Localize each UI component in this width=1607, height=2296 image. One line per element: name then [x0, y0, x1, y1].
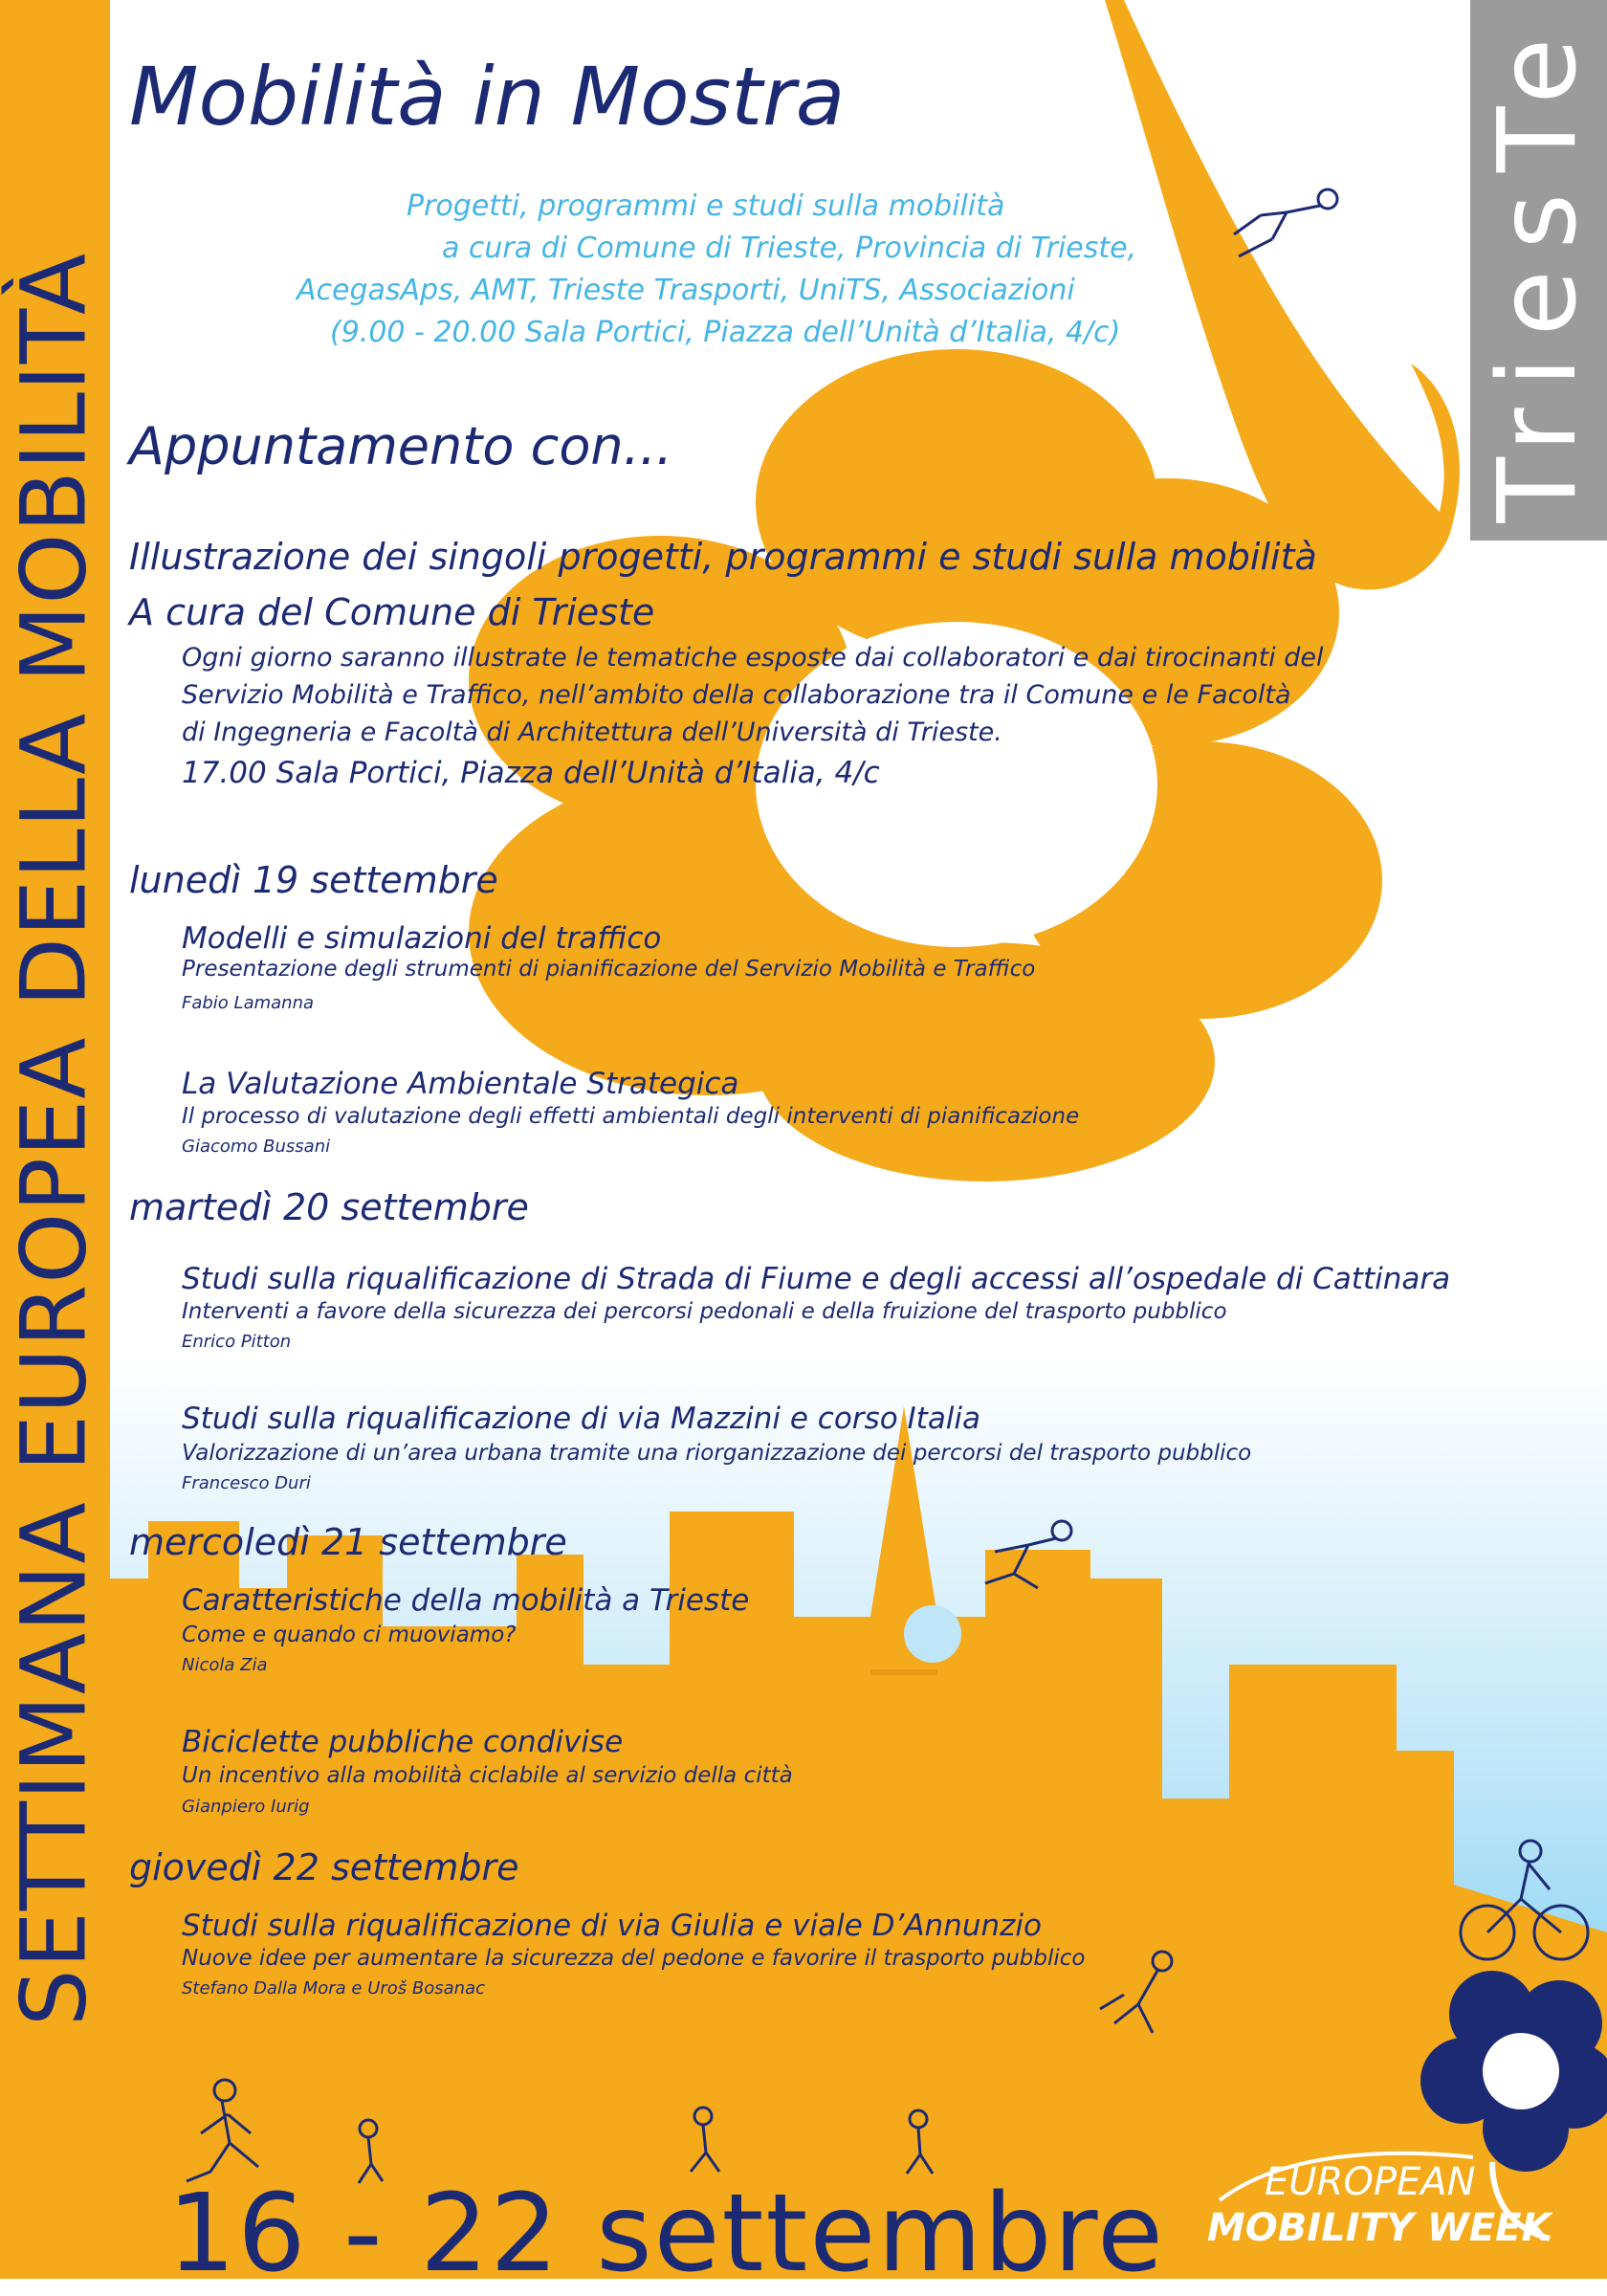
event-speaker: Stefano Dalla Mora e Uroš Bosanac — [182, 1978, 485, 1998]
section-heading: Appuntamento con... — [129, 416, 673, 476]
subtitle-line-1: Progetti, programmi e studi sulla mobilità — [407, 189, 1005, 223]
event-description: Il processo di valutazione degli effetti ambientali degli interventi di pianificazione — [182, 1104, 1080, 1129]
page-title: Mobilità in Mostra — [129, 50, 846, 144]
event-title: Studi sulla riqualificazione di Strada di Fiume e degli accessi all’ospedale di Cattinara — [182, 1262, 1451, 1296]
subtitle-line-4: (9.00 - 20.00 Sala Portici, Piazza dell’Unità d’Italia, 4/c) — [330, 316, 1121, 349]
event-description: Come e quando ci muoviamo? — [182, 1623, 517, 1647]
description-line-4: 17.00 Sala Portici, Piazza dell’Unità d’Italia, 4/c — [182, 756, 880, 790]
event-description: Nuove idee per aumentare la sicurezza del pedone e favorire il trasporto pubblico — [182, 1946, 1086, 1971]
intro-line-1: Illustrazione dei singoli progetti, programmi e studi sulla mobilità — [129, 536, 1317, 578]
description-line-1: Ogni giorno saranno illustrate le tematiche esposte dai collaboratori e dai tirocinanti del — [182, 643, 1324, 673]
event-title: Studi sulla riqualificazione di via Giulia e viale D’Annunzio — [182, 1909, 1042, 1943]
event-speaker: Fabio Lamanna — [182, 993, 315, 1013]
event-speaker: Gianpiero Iurig — [182, 1797, 310, 1817]
subtitle-line-2: a cura di Comune di Trieste, Provincia di Trieste, — [442, 232, 1137, 265]
day-heading-wednesday: mercoledì 21 settembre — [129, 1521, 567, 1563]
day-heading-tuesday: martedì 20 settembre — [129, 1186, 529, 1228]
event-speaker: Giacomo Bussani — [182, 1137, 331, 1157]
date-range: 16 - 22 settembre — [167, 2172, 1165, 2296]
event-title: Caratteristiche della mobilità a Trieste — [182, 1583, 750, 1618]
sidebar-title: SETTIMANA EUROPEA DELLA MOBILITÀ — [2, 252, 107, 2027]
event-title: Studi sulla riqualificazione di via Mazzini e corso Italia — [182, 1402, 981, 1436]
event-description: Interventi a favore della sicurezza dei percorsi pedonali e della fruizione del trasporto pubblico — [182, 1299, 1227, 1324]
event-speaker: Enrico Pitton — [182, 1332, 292, 1352]
event-description: Valorizzazione di un’area urbana tramite una riorganizzazione dei percorsi del trasporto pubblico — [182, 1441, 1252, 1466]
intro-line-2: A cura del Comune di Trieste — [129, 591, 655, 633]
subtitle-line-3: AcegasAps, AMT, Trieste Trasporti, UniTS, Associazioni — [297, 274, 1075, 307]
logo-text-european: EUROPEAN — [1265, 2160, 1476, 2204]
day-heading-thursday: giovedì 22 settembre — [129, 1846, 519, 1888]
event-description: Un incentivo alla mobilità ciclabile al servizio della città — [182, 1763, 793, 1788]
event-title: Modelli e simulazioni del traffico — [182, 921, 662, 956]
event-description: Presentazione degli strumenti di pianificazione del Servizio Mobilità e Traffico — [182, 957, 1036, 982]
event-title: Biciclette pubbliche condivise — [182, 1725, 624, 1759]
event-speaker: Nicola Zia — [182, 1655, 268, 1675]
description-line-2: Servizio Mobilità e Traffico, nell’ambito della collaborazione tra il Comune e le Facoltà — [182, 680, 1291, 710]
running-man-icon — [1234, 189, 1337, 256]
logo-text-mobility-week: MOBILITY WEEK — [1207, 2206, 1552, 2250]
description-line-3: di Ingegneria e Facoltà di Architettura dell’Università di Trieste. — [182, 718, 1002, 747]
event-speaker: Francesco Duri — [182, 1473, 311, 1493]
event-title: La Valutazione Ambientale Strategica — [182, 1067, 739, 1101]
day-heading-monday: lunedì 19 settembre — [129, 859, 498, 901]
city-name-label: TriesTe — [1476, 16, 1600, 523]
